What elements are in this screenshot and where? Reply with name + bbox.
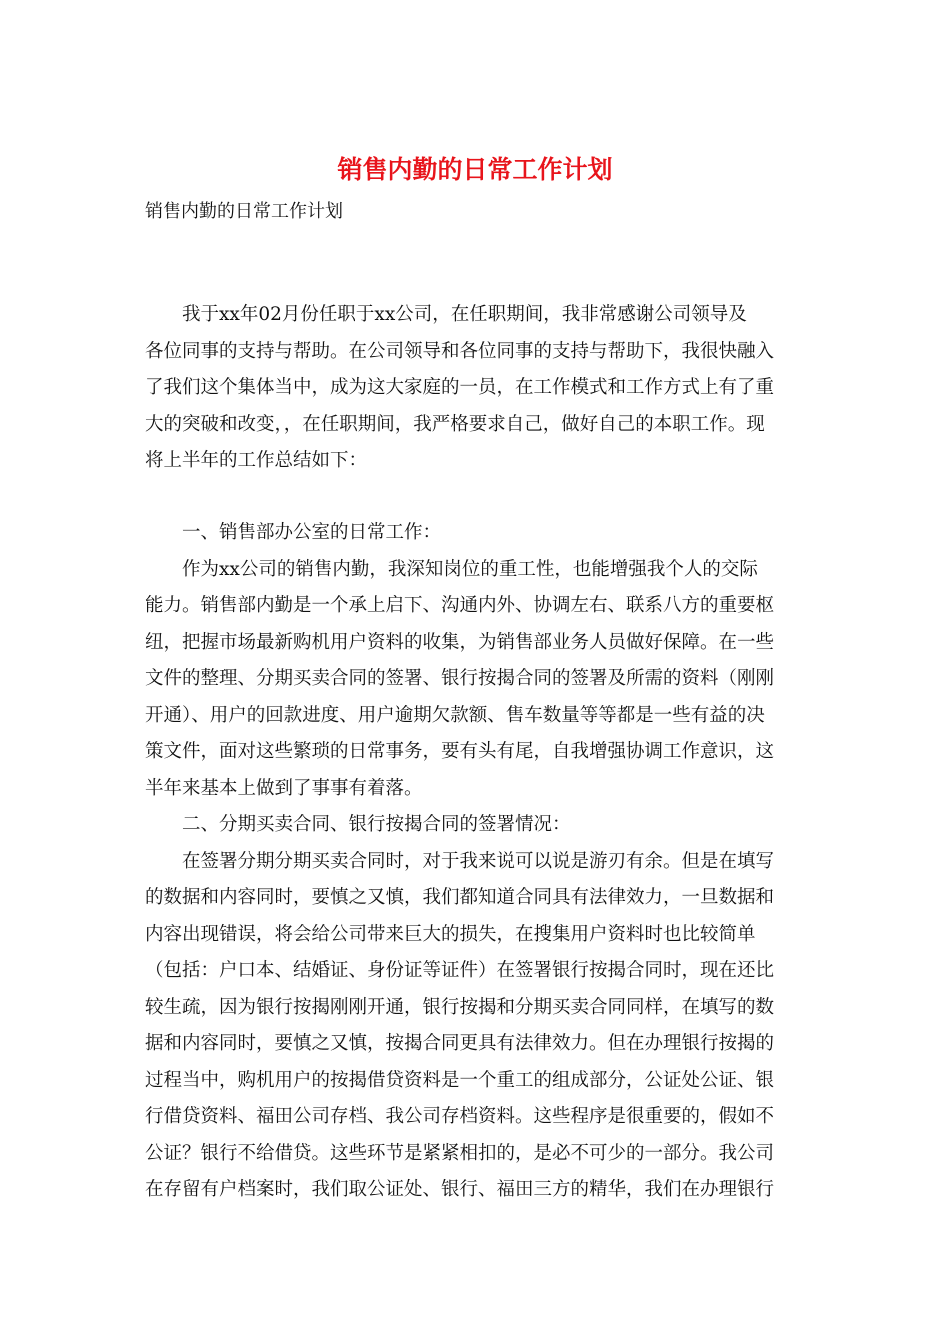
text-line: 大的突破和改变，，在任职期间，我严格要求自己，做好自己的本职工作。现 bbox=[145, 413, 765, 435]
document-subtitle: 销售内勤的日常工作计划 bbox=[145, 201, 343, 222]
text-line: 作为xx公司的销售内勤，我深知岗位的重工性，也能增强我个人的交际 bbox=[145, 558, 758, 580]
text-line: 在存留有户档案时，我们取公证处、银行、福田三方的精华，我们在办理银行 bbox=[145, 1179, 775, 1200]
section-heading: 一、销售部办公室的日常工作： bbox=[145, 522, 442, 543]
text-line: 能力。销售部内勤是一个承上启下、沟通内外、协调左右、联系八方的重要枢 bbox=[145, 595, 775, 616]
sections-body bbox=[145, 515, 805, 1209]
text-line: 纽，把握市场最新购机用户资料的收集，为销售部业务人员做好保障。在一些 bbox=[145, 631, 775, 653]
text-line: 半年来基本上做到了事事有着落。 bbox=[145, 777, 423, 799]
text-line: 了我们这个集体当中，成为这大家庭的一员，在工作模式和工作方式上有了重 bbox=[145, 377, 775, 398]
text-line: 各位同事的支持与帮助。在公司领导和各位同事的支持与帮助下，我很快融入 bbox=[145, 340, 775, 362]
text-line: 策文件，面对这些繁琐的日常事务，要有头有尾，自我增强协调工作意识，这 bbox=[145, 741, 775, 762]
text-line: 文件的整理、分期买卖合同的签署、银行按揭合同的签署及所需的资料（刚刚 bbox=[145, 668, 775, 689]
text-line: 的数据和内容同时，要慎之又慎，我们都知道合同具有法律效力，一旦数据和 bbox=[145, 887, 775, 908]
text-line: 将上半年的工作总结如下： bbox=[145, 450, 368, 471]
document-title: 销售内勤的日常工作计划 bbox=[337, 155, 613, 184]
text-line: 行借贷资料、福田公司存档、我公司存档资料。这些程序是很重要的，假如不 bbox=[145, 1106, 775, 1127]
text-line: （包括：户口本、结婚证、身份证等证件）在签署银行按揭合同时，现在还比 bbox=[145, 960, 775, 981]
text-line: 公证？银行不给借贷。这些环节是紧紧相扣的，是必不可少的一部分。我公司 bbox=[145, 1142, 775, 1164]
text-line: 在签署分期分期买卖合同时，对于我来说可以说是游刃有余。但是在填写 bbox=[145, 850, 775, 872]
text-line: 据和内容同时，要慎之又慎，按揭合同更具有法律效力。但在办理银行按揭的 bbox=[145, 1033, 775, 1054]
intro-paragraph bbox=[145, 297, 805, 480]
section-heading: 二、分期买卖合同、银行按揭合同的签署情况： bbox=[145, 814, 571, 835]
text-line: 我于xx年02月份任职于xx公司，在任职期间，我非常感谢公司领导及 bbox=[145, 304, 747, 325]
text-line: 开通）、用户的回款进度、用户逾期欠款额、售车数量等等都是一些有益的决 bbox=[145, 704, 765, 726]
text-line: 过程当中，购机用户的按揭借贷资料是一个重工的组成部分，公证处公证、银 bbox=[145, 1069, 775, 1091]
text-line: 内容出现错误，将会给公司带来巨大的损失，在搜集用户资料时也比较简单 bbox=[145, 923, 756, 945]
text-line: 较生疏，因为银行按揭刚刚开通，银行按揭和分期买卖合同同样，在填写的数 bbox=[145, 996, 775, 1018]
